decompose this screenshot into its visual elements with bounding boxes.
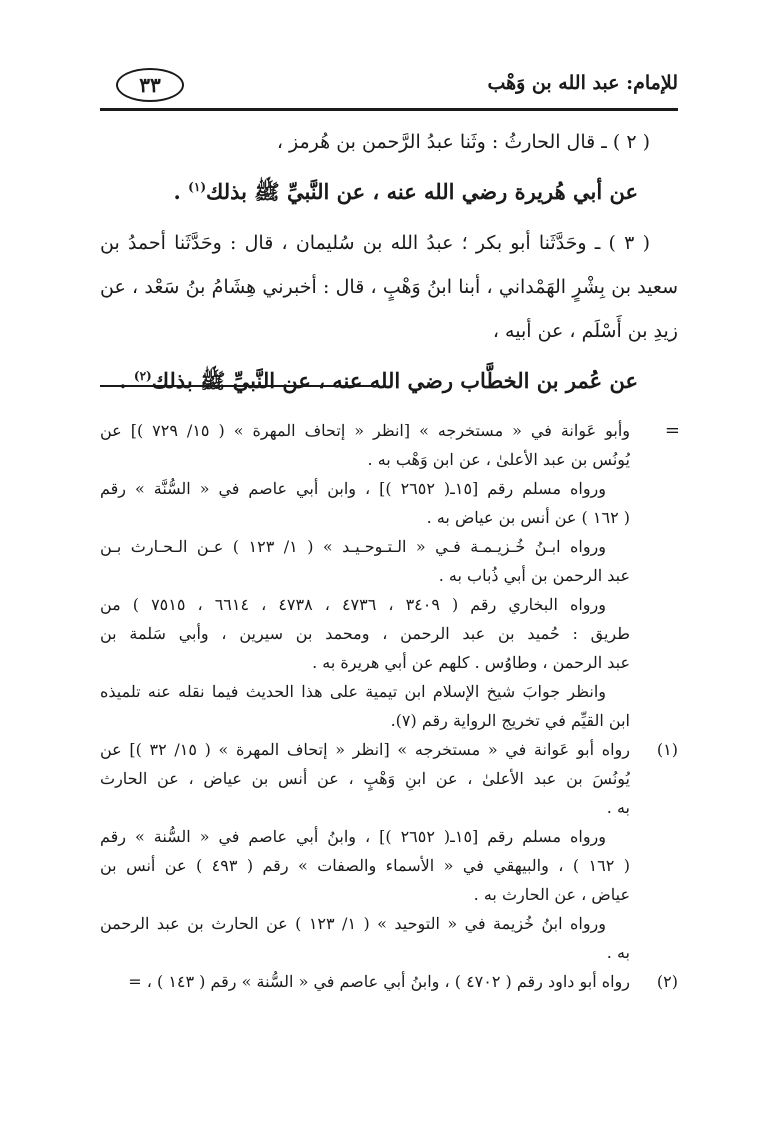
footnote-line: عياض ، عن الحارث به . [473, 885, 630, 904]
hadith-3-matn-text: عن عُمر بن الخطَّاب رضي الله عنه ، عن النَّبيِّ ﷺ بذلك [151, 368, 638, 393]
footnote-line: ورواه البخاري رقم ( ٣٤٠٩ ، ٤٧٣٦ ، ٤٧٣٨ ، ٦٦١٤ ، ٧٥١٥ ) من [100, 595, 606, 614]
footnote-line: عبد الرحمن بن أبي ذُباب به . [438, 566, 630, 585]
footnote-line: ورواه مسلم رقم [١٥ـ( ٢٦٥٢ )] ، وابنُ أبي عاصم في « السُّنة » رقم [100, 827, 607, 846]
footnote-ref-1: (١) [188, 180, 206, 194]
hadith-3-line-3: زيدِ بن أَسْلَم ، عن أبيه ، [492, 320, 678, 342]
footnote-2-marker: (٢) [656, 972, 678, 991]
continuation-marker: = [664, 420, 680, 441]
footnote-line: به . [606, 943, 630, 962]
footnote-line: ( ١٦٢ ) عن أنس بن عياض به . [426, 508, 630, 527]
main-text [100, 120, 678, 404]
footnote-line: وانظر جوابَ شيخ الإسلام ابن تيمية على هذا الحديث فيما نقله عنه تلميذه [100, 682, 606, 701]
hadith-2-isnad: ( ٢ ) ـ قال الحارثُ : وثَنا عبدُ الرَّحمن بن هُرمز ، [276, 131, 650, 153]
matn-3-period: . [119, 368, 127, 393]
footnote-line: وأبو عَوانة في « مستخرجه » [انظر « إتحاف المهرة » ( ١٥/ ٧٢٩ )] عن [100, 421, 630, 440]
footnote-line: رواه أبو عَوانة في « مستخرجه » [انظر « إتحاف المهرة » ( ١٥/ ٣٢ )] عن [100, 740, 630, 759]
hadith-3-line-1: ( ٣ ) ـ وحَدَّثَنا أبو بكر ؛ عبدُ الله بن سُليمان ، قال : وحَدَّثَنا أحمدُ بن [100, 232, 650, 254]
footnote-line: يُونُس بن عبد الأعلىٰ ، عن ابن وَهْب به . [367, 450, 630, 469]
header-title: للإمام: عبد الله بن وَهْب [487, 72, 678, 94]
footnote-line: طريق : حُميد بن عبد الرحمن ، ومحمد بن سيرين ، وأبي سَلمة بن [100, 624, 630, 643]
footnotes [80, 416, 678, 996]
footnote-line: ورواه مسلم رقم [١٥ـ( ٢٦٥٢ )] ، وابن أبي عاصم في « السُّنَّة » رقم [100, 479, 607, 498]
footnote-1 [80, 735, 678, 967]
footnote-line: ابن القيِّم في تخريج الرواية رقم (٧). [390, 711, 630, 730]
matn-2-period: . [173, 179, 181, 204]
footnote-line: يُونُسَ بن عبد الأعلىٰ ، عن ابنِ وَهْبٍ ، عن أنس بن عياض ، عن الحارث [100, 769, 630, 788]
footnote-line: عبد الرحمن ، وطاوُس . كلهم عن أبي هريرة به . [312, 653, 630, 672]
footnote-line [100, 967, 630, 996]
footnote-ref-2: (٢) [133, 369, 152, 383]
hadith-2-matn [100, 164, 678, 215]
hadith-3-matn [100, 353, 678, 404]
footnote-continuation [80, 416, 678, 735]
hadith-2-matn-text: عن أبي هُريرة رضي الله عنه ، عن النَّبيِّ ﷺ بذلك [206, 179, 638, 204]
footnote-2 [80, 967, 678, 996]
footnote-1-marker: (١) [656, 740, 678, 759]
continues-marker: = [128, 972, 142, 991]
footnote-line: به . [606, 798, 630, 817]
footnote-2-text: رواه أبو داود رقم ( ٤٧٠٢ ) ، وابنُ أبي عاصم في « السُّنة » رقم ( ١٤٣ ) ، [146, 972, 630, 991]
footnote-line: ( ١٦٢ ) ، والبيهقي في « الأسماء والصفات » رقم ( ٤٩٣ ) عن أنس بن [100, 856, 630, 875]
running-header [100, 66, 678, 106]
footnote-separator [100, 385, 380, 387]
header-rule [100, 108, 678, 111]
footnote-line: ورواه ابنُ خُزيمة في « التوحيد » ( ١/ ١٢٣ ) عن الحارث بن عبد الرحمن [100, 914, 607, 933]
footnote-line: ورواه ابـنُ خُـزيـمـة فـي « الـتـوحـيـد » ( ١/ ١٢٣ ) عـن الـحـارث بـن [100, 537, 607, 556]
page-number: ٣٣ [116, 68, 184, 102]
hadith-3-line-2: سعيد بن بِشْرٍ الهَمْداني ، أبنا ابنُ وَهْبٍ ، قال : أخبرني هِشَامُ بنُ سَعْد ، عن [100, 276, 678, 298]
